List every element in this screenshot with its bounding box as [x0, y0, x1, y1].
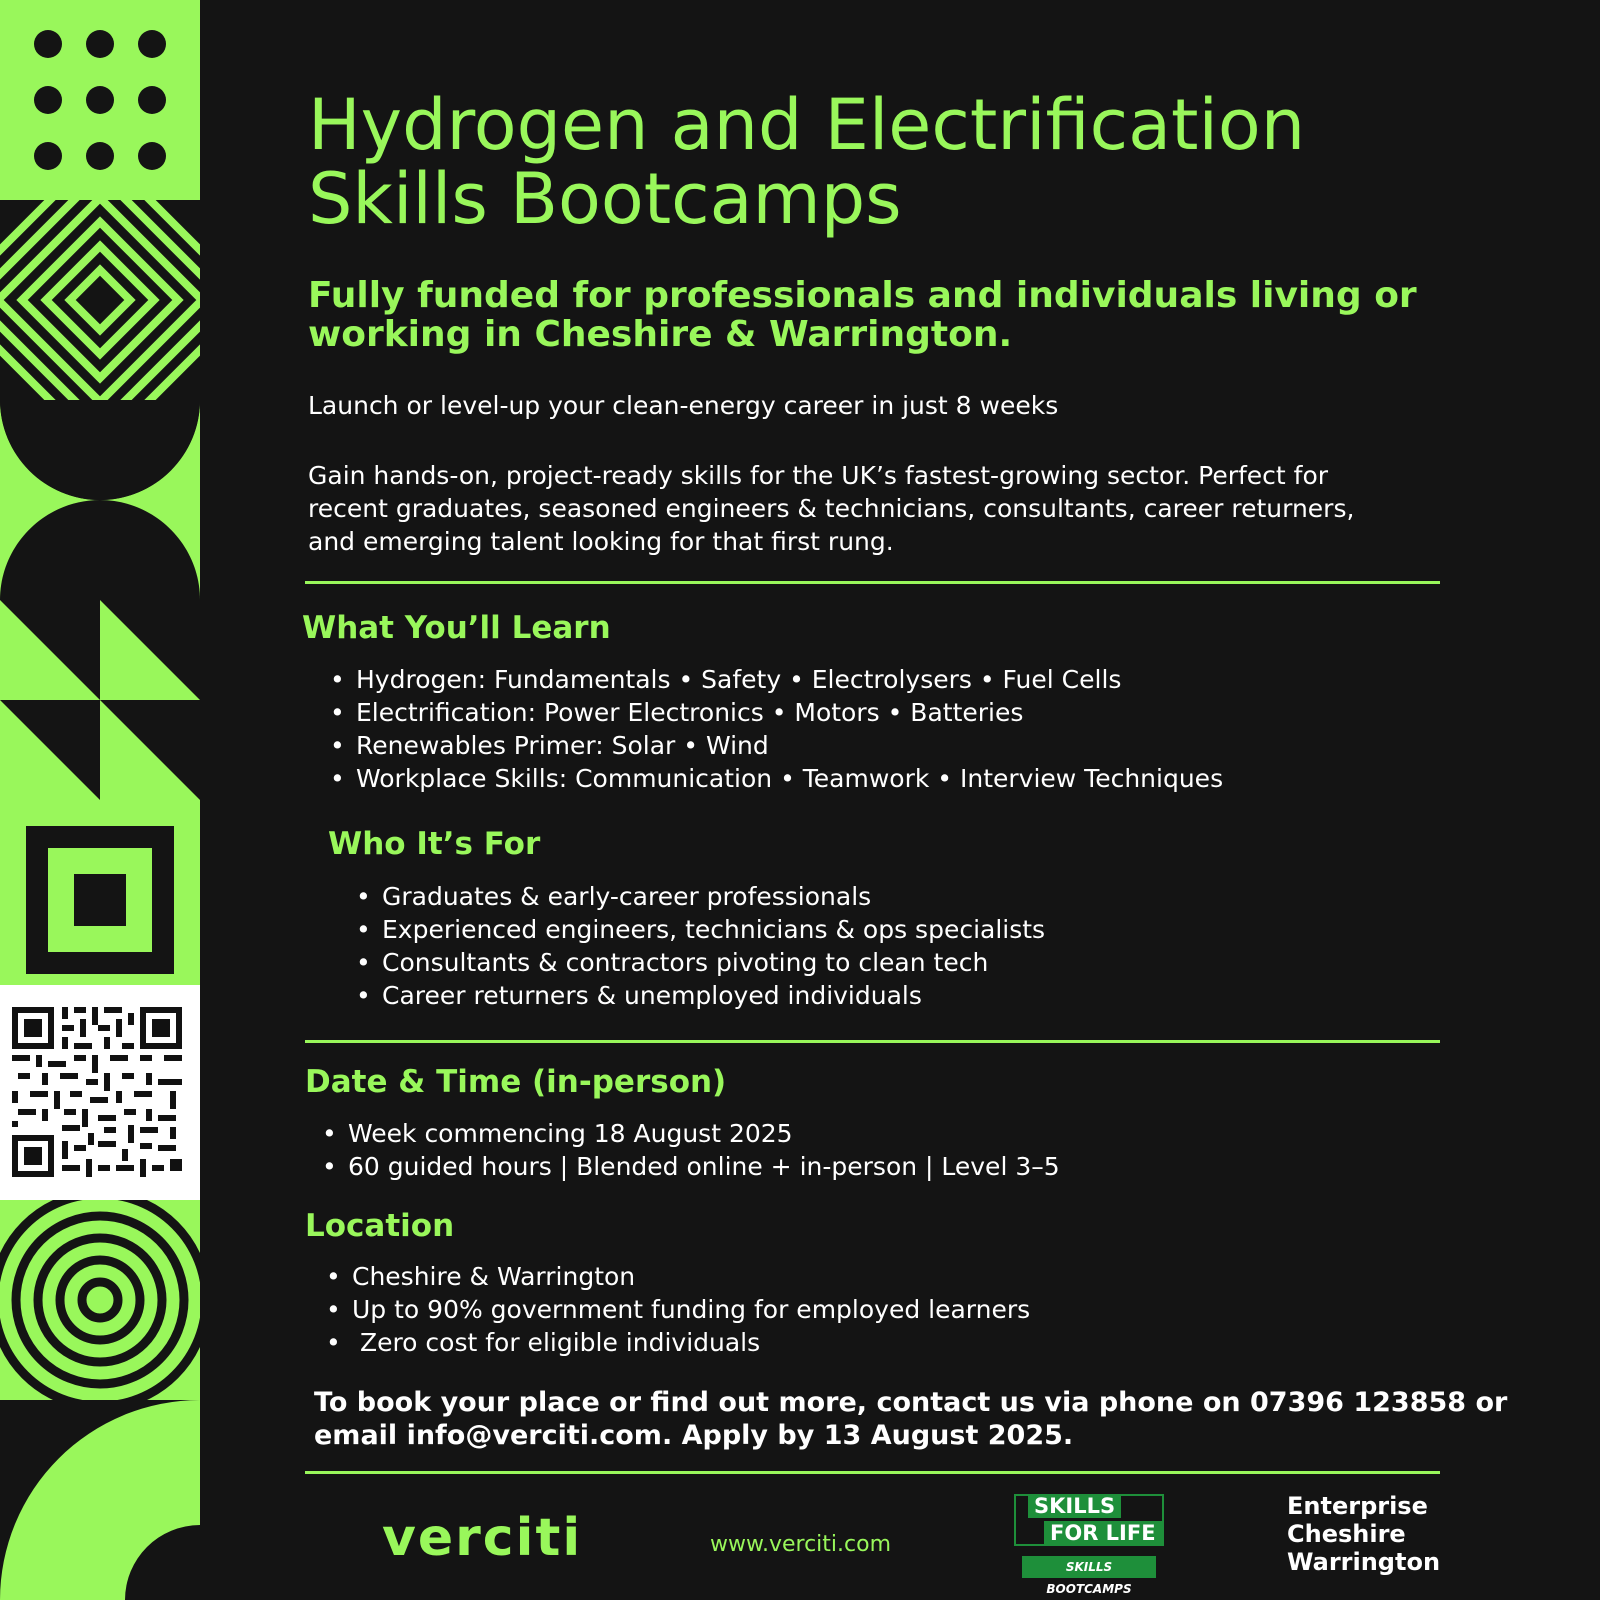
sfl-line-1: SKILLS: [1028, 1494, 1121, 1518]
list-item: • Graduates & early-career professionals: [356, 880, 1045, 913]
subtitle-line-1: Fully funded for professionals and individuals living or: [308, 275, 1417, 316]
partner-line-3: Warrington: [1287, 1548, 1441, 1576]
sfl-line-2: FOR LIFE: [1044, 1521, 1162, 1545]
location-list: [326, 1260, 1030, 1359]
squares-tile: [0, 800, 200, 985]
list-item: • Zero cost for eligible individuals: [326, 1326, 1030, 1359]
half-circles-tile: [0, 400, 200, 600]
diamond-pattern-tile: [0, 200, 200, 400]
decorative-sidebar: [0, 0, 200, 1600]
intro-line-3: and emerging talent looking for that first rung.: [308, 527, 894, 556]
partner-line-1: Enterprise: [1287, 1492, 1428, 1520]
verciti-logo: verciti: [382, 1508, 583, 1568]
call-to-action: [314, 1386, 1508, 1452]
list-item: • Experienced engineers, technicians & ops specialists: [356, 913, 1045, 946]
target-circles-tile: [0, 1200, 200, 1400]
divider: [305, 1040, 1440, 1043]
intro-line-1: Gain hands-on, project-ready skills for the UK’s fastest-growing sector. Perfect for: [308, 461, 1329, 490]
list-item: • Workplace Skills: Communication • Teamwork • Interview Techniques: [330, 762, 1223, 795]
divider: [305, 1471, 1440, 1474]
list-item: • 60 guided hours | Blended online + in-person | Level 3–5: [322, 1150, 1060, 1183]
location-heading: Location: [305, 1208, 455, 1244]
list-item: • Hydrogen: Fundamentals • Safety • Electrolysers • Fuel Cells: [330, 663, 1223, 696]
list-item: • Career returners & unemployed individuals: [356, 979, 1045, 1012]
page-title: [308, 84, 1306, 240]
enterprise-cheshire-warrington-logo: [1287, 1492, 1440, 1576]
skills-for-life-logo: [1014, 1494, 1164, 1596]
divider: [305, 581, 1440, 584]
lead-text: Launch or level-up your clean-energy career in just 8 weeks: [308, 391, 1059, 420]
quarter-arc-tile: [0, 1400, 200, 1600]
learn-list: [330, 663, 1223, 795]
list-item: • Electrification: Power Electronics • Motors • Batteries: [330, 696, 1223, 729]
date-heading: Date & Time (in-person): [305, 1064, 727, 1100]
date-list: [322, 1117, 1060, 1183]
dots-pattern-tile: [0, 0, 200, 200]
learn-heading: What You’ll Learn: [302, 610, 611, 646]
intro-paragraph: [308, 459, 1438, 558]
subtitle-line-2: working in Cheshire & Warrington.: [308, 314, 1013, 355]
list-item: • Week commencing 18 August 2025: [322, 1117, 1060, 1150]
triangles-tile: [0, 600, 200, 800]
subtitle: [308, 276, 1428, 354]
partner-line-2: Cheshire: [1287, 1520, 1406, 1548]
list-item: • Renewables Primer: Solar • Wind: [330, 729, 1223, 762]
list-item: • Consultants & contractors pivoting to clean tech: [356, 946, 1045, 979]
qr-code[interactable]: [0, 985, 200, 1200]
cta-line-2: email info@verciti.com. Apply by 13 August 2025.: [314, 1420, 1074, 1451]
website-link[interactable]: www.verciti.com: [710, 1532, 891, 1557]
intro-line-2: recent graduates, seasoned engineers & technicians, consultants, career returners,: [308, 494, 1355, 523]
who-heading: Who It’s For: [328, 826, 541, 862]
list-item: • Up to 90% government funding for employed learners: [326, 1293, 1030, 1326]
list-item: • Cheshire & Warrington: [326, 1260, 1030, 1293]
title-line-2: Skills Bootcamps: [308, 158, 902, 240]
sfl-bootcamps-bar: SKILLS BOOTCAMPS: [1022, 1556, 1156, 1578]
who-list: [356, 880, 1045, 1012]
cta-line-1: To book your place or find out more, contact us via phone on 07396 123858 or: [314, 1387, 1508, 1418]
title-line-1: Hydrogen and Electrification: [308, 84, 1306, 166]
